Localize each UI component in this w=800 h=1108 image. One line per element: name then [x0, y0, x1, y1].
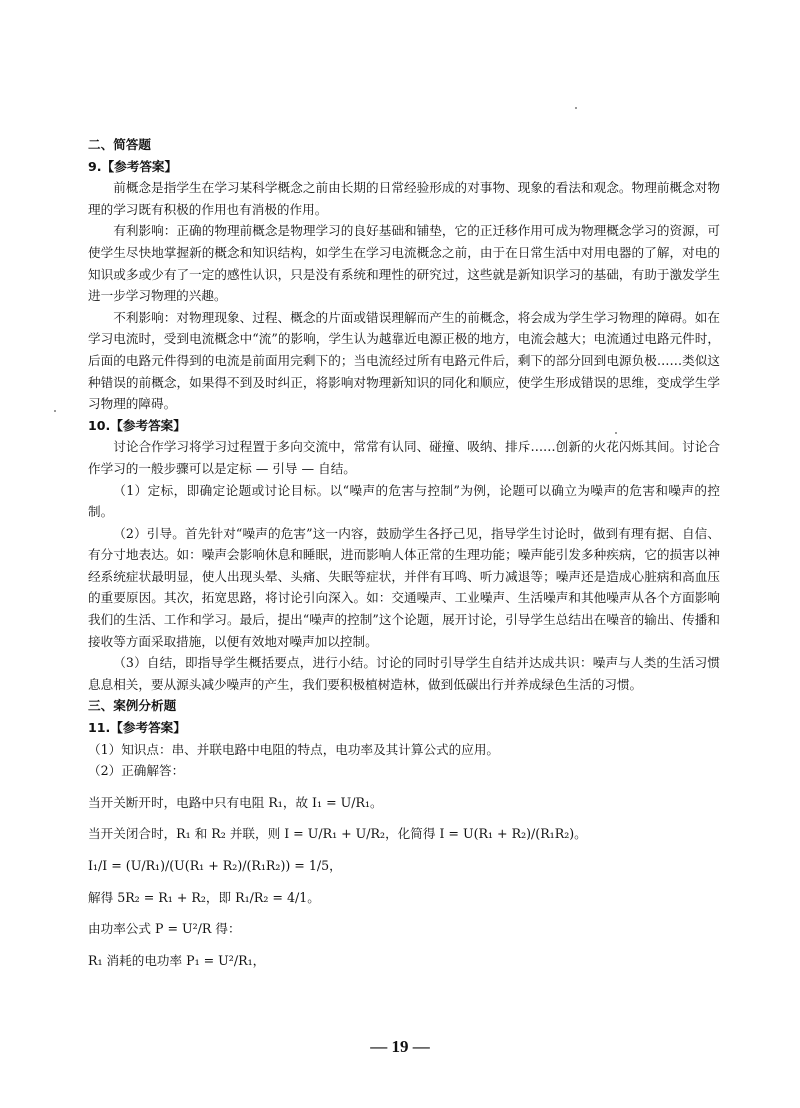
q10-label: 10.【参考答案】 — [88, 417, 186, 433]
equation-power-formula: 由功率公式 P = U²/R 得： — [88, 921, 241, 937]
answer-content — [88, 134, 720, 975]
q10-paragraph-1: 讨论合作学习将学习过程置于多向交流中，常常有认同、碰撞、吸纳、排斥……创新的火花闪烁其间。讨论合作学习的一般步骤可以是定标 — 引导 — 自结。 — [88, 439, 720, 476]
q10-paragraph-2: （1）定标，即确定论题或讨论目标。以“噪声的危害与控制”为例，论题可以确立为噪声的危害和噪声的控制。 — [88, 482, 720, 520]
q9-paragraph-2: 有利影响：正确的物理前概念是物理学习的良好基础和铺垫，它的正迁移作用可成为物理概念学习的资源，可使学生尽快地掌握新的概念和知识结构，如学生在学习电流概念之前，由于在日常生活中对用电器的了解，对电的知识或多或少有了一定的感性认识，只是没有系统和理性的研究过，这些就是新知识学习的基础，有助于激发学生进一步学习物理的兴趣。 — [88, 223, 720, 304]
section2-heading: 二、简答题 — [88, 137, 151, 152]
scan-speck — [54, 410, 56, 412]
equation-closed-switch: 当开关闭合时，R₁ 和 R₂ 并联，则 I = U/R₁ + U/R₂，化简得 I = U(R₁ + R₂)/(R₁R₂)。 — [88, 826, 587, 842]
q9-label: 9.【参考答案】 — [88, 158, 178, 174]
equation-current-ratio: I₁/I = (U/R₁)/(U(R₁ + R₂)/(R₁R₂)) = 1/5， — [88, 858, 342, 873]
equation-resistance-ratio: 解得 5R₂ = R₁ + R₂，即 R₁/R₂ = 4/1。 — [88, 889, 320, 905]
q11-label: 11.【参考答案】 — [88, 720, 186, 736]
q10-paragraph-3: （2）引导。首先针对“噪声的危害”这一内容，鼓励学生各抒己见，指导学生讨论时，做到有理有据、自信、有分寸地表达。如：噪声会影响休息和睡眠，进而影响人体正常的生理功能；噪声能引发多种疾病，它的损害以神经系统症状最明显，使人出现头晕、头痛、失眠等症状，并伴有耳鸣、听力减退等；噪声还是造成心脏病和高血压的重要原因。其次，拓宽思路，将讨论引向深入。如：交通噪声、工业噪声、生活噪声和其他噪声从各个方面影响我们的生活、工作和学习。最后，提出“噪声的控制”这个论题，展开讨论，引导学生总结出在噪音的输出、传播和接收等方面采取措施，以便有效地对噪声加以控制。 — [88, 525, 720, 649]
q9-paragraph-1: 前概念是指学生在学习某科学概念之前由长期的日常经验形成的对事物、现象的看法和观念。物理前概念对物理的学习既有积极的作用也有消极的作用。 — [88, 180, 720, 217]
q9-paragraph-3: 不利影响：对物理现象、过程、概念的片面或错误理解而产生的前概念，将会成为学生学习物理的障碍。如在学习电流时，受到电流概念中“流”的影响，学生认为越靠近电源正极的地方，电流会越大；电流通过电路元件时，后面的电路元件得到的电流是前面用完剩下的；当电流经过所有电路元件后，剩下的部分回到电源负极……类似这种错误的前概念，如果得不到及时纠正，将影响对物理新知识的同化和顺应，使学生形成错误的思维，变成学生学习物理的障碍。 — [88, 309, 720, 412]
q10-paragraph-4: （3）自结，即指导学生概括要点，进行小结。讨论的同时引导学生自结并达成共识：噪声与人类的生活习惯息息相关，要从源头减少噪声的产生，我们要积极植树造林，做到低碳出行并养成绿色生活的习惯。 — [88, 655, 720, 692]
equation-open-switch: 当开关断开时，电路中只有电阻 R₁，故 I₁ = U/R₁。 — [88, 794, 383, 810]
equation-power-r1: R₁ 消耗的电功率 P₁ = U²/R₁， — [88, 952, 266, 968]
page-number: — 19 — — [370, 1037, 430, 1056]
q11-paragraph-1: （1）知识点：串、并联电路中电阻的特点，电功率及其计算公式的应用。 — [88, 741, 500, 757]
section3-heading: 三、案例分析题 — [88, 698, 177, 714]
q11-paragraph-2: （2）正确解答： — [88, 763, 185, 779]
scan-speck — [575, 107, 577, 109]
